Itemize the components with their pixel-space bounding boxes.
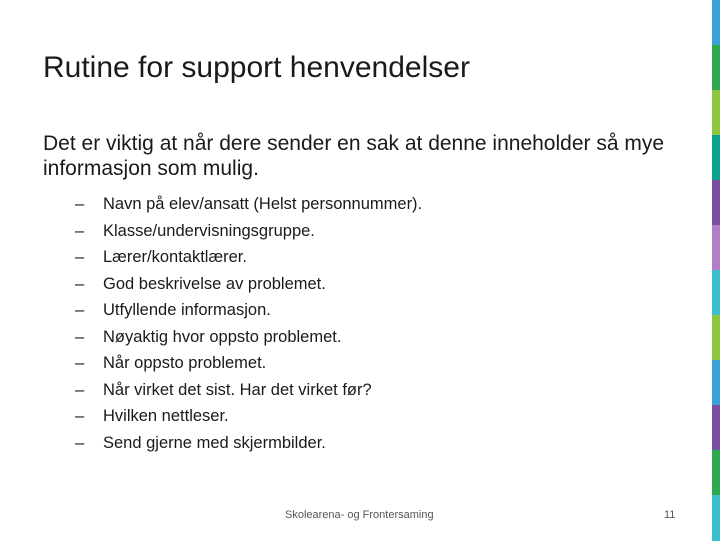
decorative-accent-strip <box>712 0 720 540</box>
accent-segment <box>712 0 720 46</box>
bullet-item: – Hvilken nettleser. <box>75 403 422 430</box>
bullet-item: – Utfyllende informasjon. <box>75 297 422 324</box>
bullet-item: – Når virket det sist. Har det virket før? <box>75 377 422 404</box>
accent-segment <box>712 495 720 541</box>
bullet-item: – Klasse/undervisningsgruppe. <box>75 218 422 245</box>
accent-segment <box>712 450 720 496</box>
bullet-item: – Lærer/kontaktlærer. <box>75 244 422 271</box>
bullet-item: – Send gjerne med skjermbilder. <box>75 430 422 457</box>
accent-segment <box>712 225 720 271</box>
accent-segment <box>712 360 720 406</box>
lead-paragraph: Det er viktig at når dere sender en sak at denne inneholder så mye informasjon som mulig. <box>43 132 665 180</box>
accent-segment <box>712 315 720 361</box>
accent-segment <box>712 405 720 451</box>
bullet-item: – God beskrivelse av problemet. <box>75 271 422 298</box>
accent-segment <box>712 270 720 316</box>
slide-title: Rutine for support henvendelser <box>43 51 470 84</box>
accent-segment <box>712 90 720 136</box>
accent-segment <box>712 45 720 91</box>
page-number: 11 <box>664 509 676 521</box>
bullet-item: – Navn på elev/ansatt (Helst personnummer). <box>75 191 422 218</box>
bullet-item: – Nøyaktig hvor oppsto problemet. <box>75 324 422 351</box>
bullet-list <box>75 191 422 456</box>
accent-segment <box>712 180 720 226</box>
bullet-item: – Når oppsto problemet. <box>75 350 422 377</box>
accent-segment <box>712 135 720 181</box>
footer-text: Skolearena- og Frontersaming <box>285 509 434 521</box>
